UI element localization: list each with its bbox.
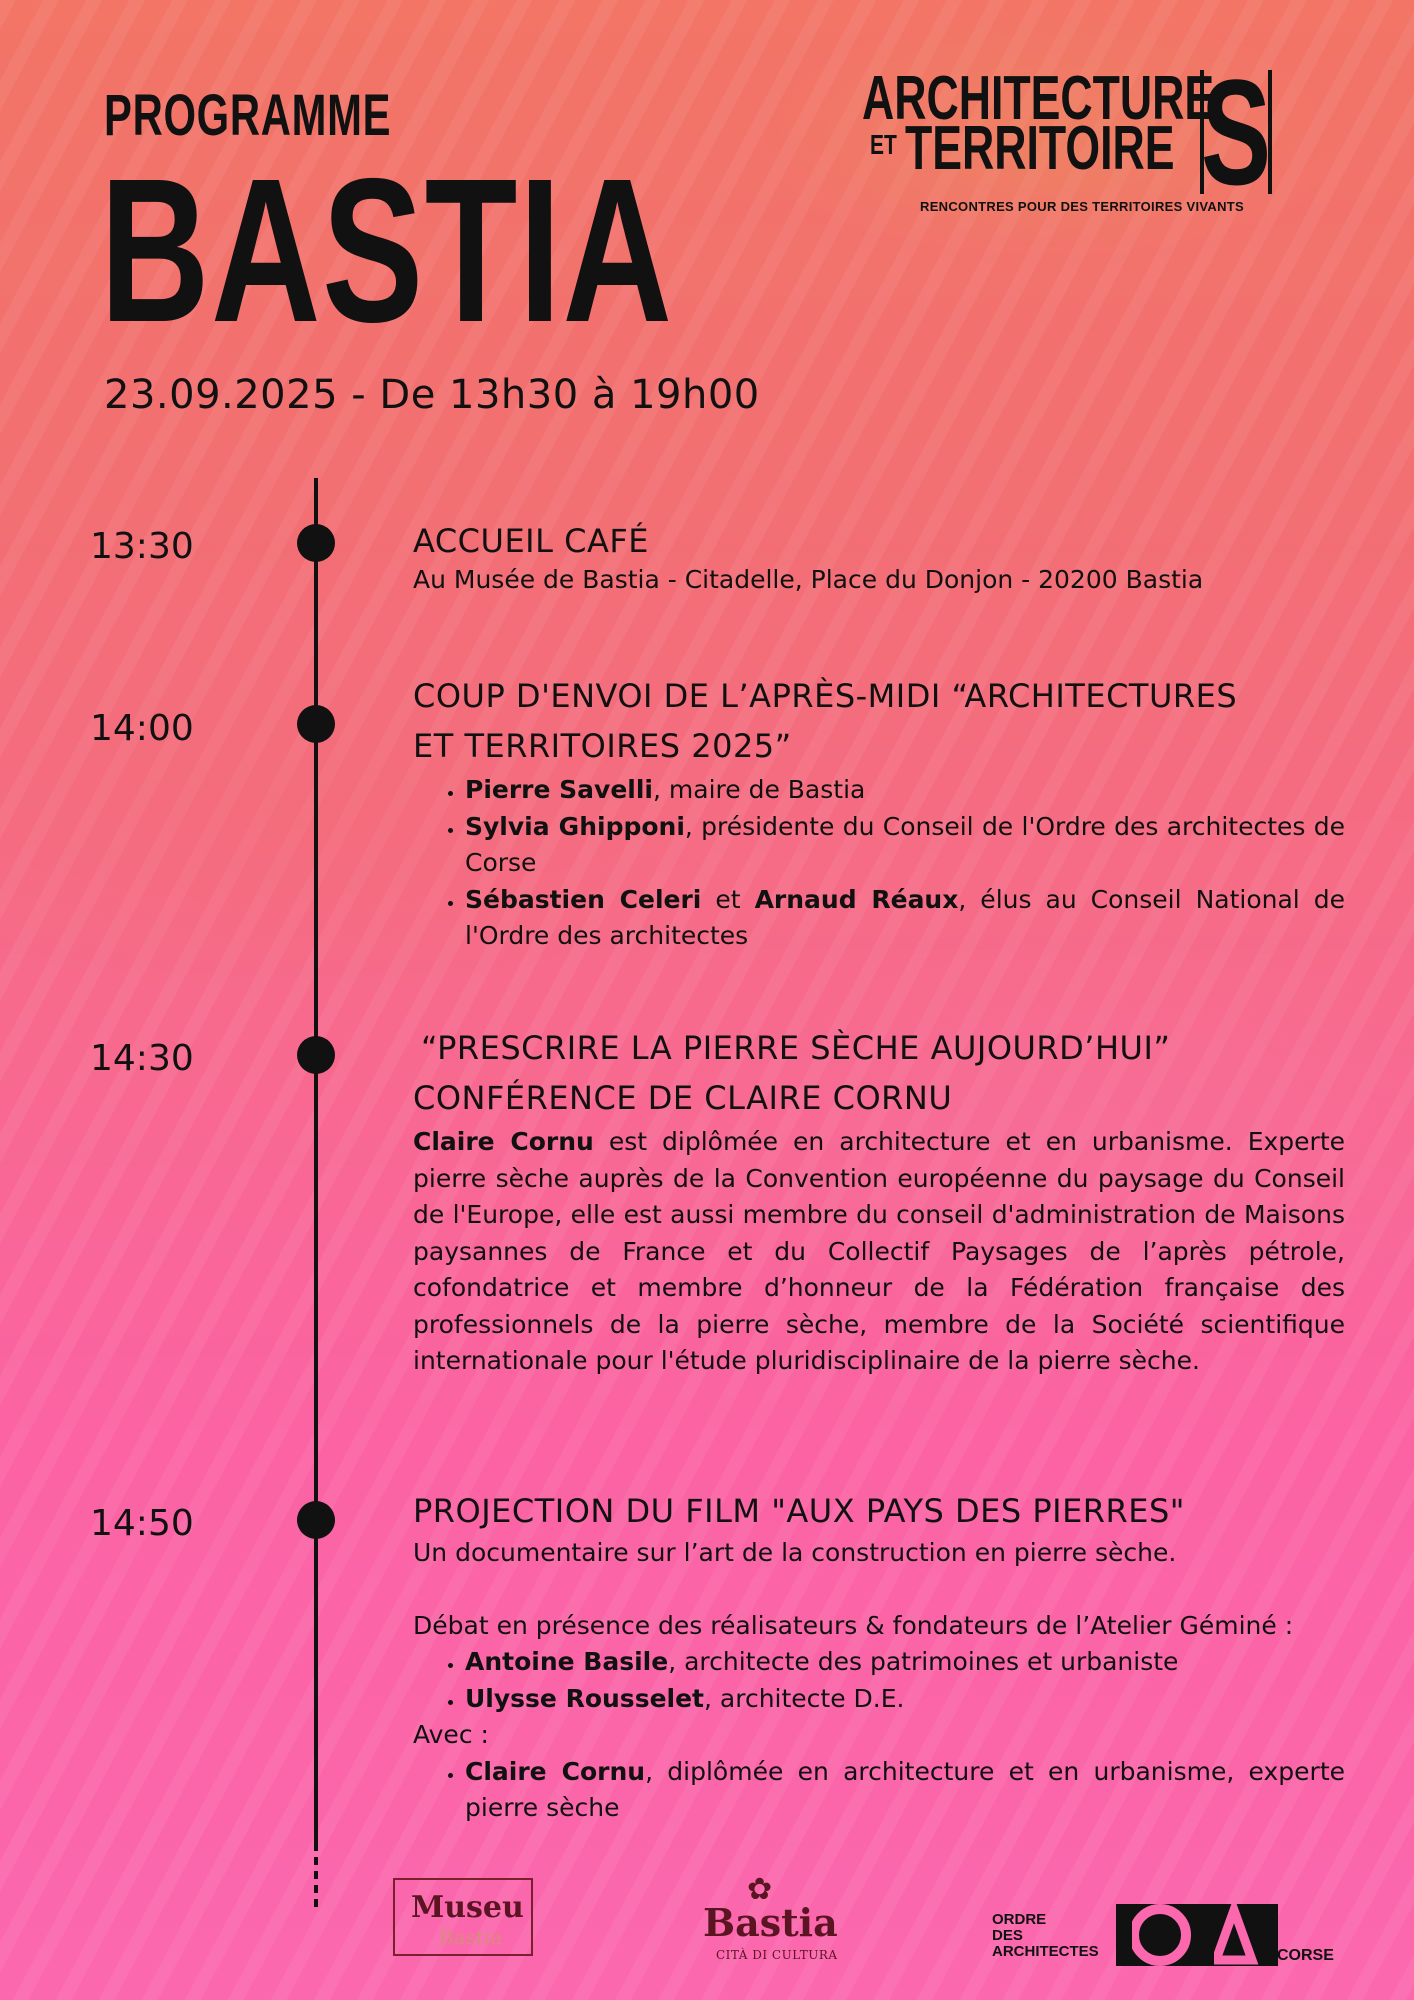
event-title [413, 1023, 1345, 1123]
speaker-list [413, 772, 1345, 955]
event-title: PROJECTION DU FILM "AUX PAYS DES PIERRES" [413, 1492, 1186, 1530]
list-item [465, 772, 1345, 809]
list-item [465, 882, 1345, 955]
timeline-dot [297, 1036, 335, 1074]
logo-line2: TERRITOIRE [905, 114, 1175, 183]
speaker-name: Sébastien Celeri [465, 884, 702, 914]
speaker-role: , architecte D.E. [704, 1683, 905, 1713]
event-location: Au Musée de Bastia - Citadelle, Place du Donjon - 20200 Bastia [413, 565, 1204, 594]
timeline-dot [297, 1501, 335, 1539]
speaker-bio [413, 1124, 1345, 1380]
event-time: 13:30 [90, 526, 194, 567]
bio-text: est diplômée en architecture et en urbanisme. Experte pierre sèche auprès de la Convention européenne du paysage du Conseil de l'Europe, elle est aussi membre du conseil d'administration de Maisons paysannes de France et du Collectif Paysages de l’après pétrole, cofondatrice et membre d’honneur de la Fédération française des professionnels de la pierre sèche, membre de la Société scientifique internationale pour l'étude pluridisciplinaire de la pierre sèche. [413, 1127, 1345, 1375]
museu-logo-sub: Bastia [439, 1925, 503, 1949]
oa-line: DES [992, 1927, 1023, 1944]
list-item [465, 1644, 1345, 1681]
page-title: BASTIA [100, 136, 674, 365]
speaker-name: Sylvia Ghipponi [465, 811, 685, 841]
event-title-line2: ET TERRITOIRES 2025” [413, 727, 792, 765]
logo-s: S [1200, 48, 1272, 216]
event-description [413, 1535, 1345, 1827]
timeline-dash [314, 1843, 318, 1908]
debate-intro: Débat en présence des réalisateurs & fondateurs de l’Atelier Géminé : [413, 1610, 1294, 1640]
speaker-role: , diplômée en architecture et en urbanisme, experte pierre sèche [465, 1756, 1346, 1822]
ordre-architectes-logo-icon [1116, 1904, 1278, 1966]
avec-label: Avec : [413, 1720, 489, 1749]
oa-line: ORDRE [992, 1911, 1047, 1928]
corse-label: CORSE [1277, 1947, 1334, 1964]
speaker-name: Arnaud Réaux [754, 884, 959, 914]
speaker-name: Claire Cornu [465, 1756, 646, 1786]
bastia-logo-name: Bastia [703, 1900, 838, 1945]
logo-s-box [1200, 48, 1272, 216]
museu-logo-main: Museu [411, 1890, 524, 1925]
list-item [465, 1754, 1345, 1827]
event-time: 14:50 [90, 1503, 194, 1544]
ordre-architectes-text [992, 1912, 1099, 1960]
list-item [465, 809, 1345, 882]
speaker-name: Pierre Savelli [465, 775, 654, 804]
event-title [413, 671, 1345, 771]
list-item [465, 1681, 1345, 1718]
flower-icon: ✿ [747, 1872, 773, 1907]
event-time: 14:30 [90, 1038, 194, 1079]
event-title-line1: “PRESCRIRE LA PIERRE SÈCHE AUJOURD’HUI” [421, 1029, 1171, 1067]
speaker-name: Claire Cornu [413, 1127, 594, 1156]
speaker-role: , maire de Bastia [653, 775, 866, 804]
event-title: ACCUEIL CAFÉ [413, 522, 649, 560]
event-title-line2: CONFÉRENCE DE CLAIRE CORNU [413, 1079, 953, 1117]
speaker-name: Ulysse Rousselet [465, 1683, 705, 1713]
oa-line: ARCHITECTES [992, 1943, 1099, 1960]
speaker-name: Antoine Basile [465, 1647, 669, 1676]
logo-et: ET [870, 129, 897, 160]
event-time: 14:00 [90, 708, 194, 749]
timeline-dot [297, 705, 335, 743]
event-date: 23.09.2025 - De 13h30 à 19h00 [104, 372, 760, 418]
bastia-logo-sub: CITÀ DI CULTURA [716, 1948, 838, 1962]
timeline-line [314, 478, 318, 1843]
museu-bastia-logo [393, 1878, 533, 1956]
speaker-connector: et [701, 884, 755, 914]
speaker-role: , élus au Conseil National de l'Ordre des architectes [465, 884, 1345, 950]
programme-label: PROGRAMME [104, 83, 392, 148]
timeline-dot [297, 524, 335, 562]
logo-tagline: RENCONTRES POUR DES TERRITOIRES VIVANTS [920, 199, 1244, 214]
logo-line1: ARCHITECTURE [862, 64, 1215, 133]
speaker-role: , présidente du Conseil de l'Ordre des architectes de Corse [465, 811, 1346, 877]
event-title-line1: COUP D'ENVOI DE L’APRÈS-MIDI “ARCHITECTURES [413, 677, 1238, 715]
event-subtitle: Un documentaire sur l’art de la construction en pierre sèche. [413, 1538, 1177, 1567]
speaker-role: , architecte des patrimoines et urbaniste [668, 1647, 1179, 1676]
